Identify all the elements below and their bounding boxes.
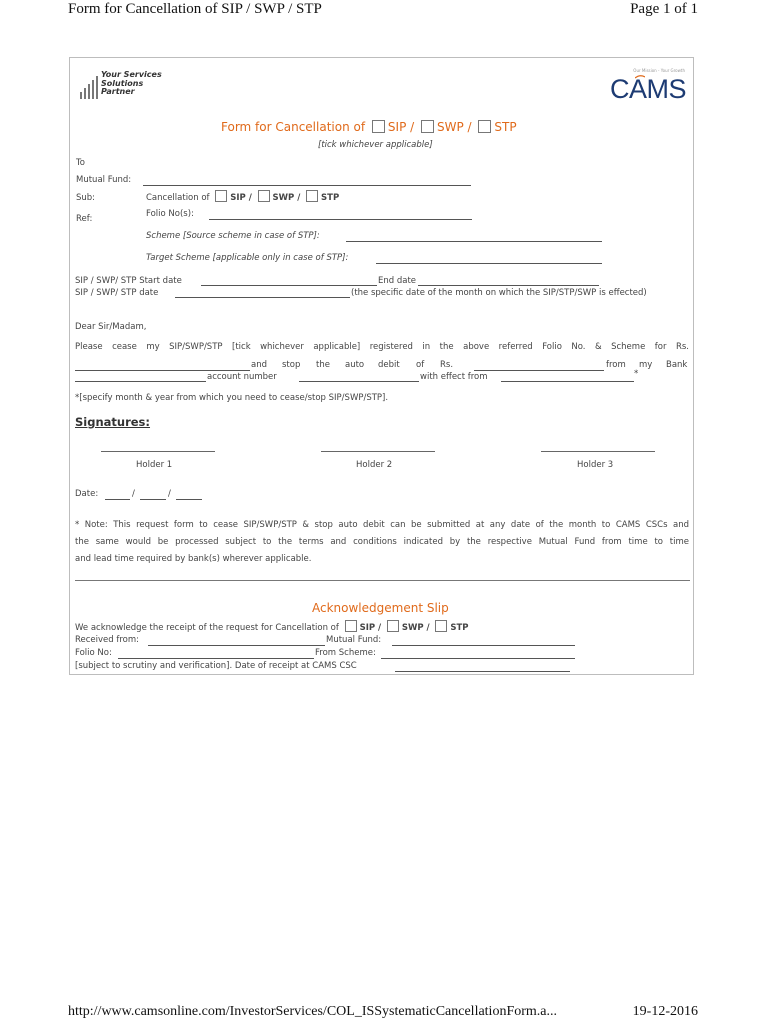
debit-amount-field[interactable] [474, 370, 604, 371]
scheme-label: Scheme [Source scheme in case of STP]: [146, 231, 320, 241]
ack-sip-checkbox[interactable] [345, 620, 357, 632]
logo-line-1: Your Services [101, 70, 162, 79]
logo-line-3: Partner [101, 87, 135, 96]
holder-3-signature-field[interactable] [541, 451, 655, 452]
start-date-field[interactable] [201, 285, 377, 286]
body-auto: auto [345, 360, 365, 370]
title-stp-label: STP [494, 120, 517, 134]
end-date-label: End date [378, 276, 417, 286]
ack-from-scheme-label: From Scheme: [315, 648, 376, 658]
note-line-1: * Note: This request form to cease SIP/SWP/STP & stop auto debit can be submitted at any date of the month to CAMS CSCs and [75, 520, 689, 530]
holder-1-label: Holder 1 [136, 460, 173, 470]
sub-stp-label: STP [321, 193, 340, 203]
folio-nos-field[interactable] [209, 219, 472, 220]
ack-subject-note: [subject to scrutiny and verification]. Date of receipt at CAMS CSC [75, 661, 357, 671]
ack-date-field[interactable] [395, 671, 570, 672]
salutation: Dear Sir/Madam, [75, 322, 147, 332]
logo-line-2: Solutions [101, 78, 144, 88]
ack-folio-field[interactable] [118, 658, 314, 659]
body-of: of [416, 360, 425, 370]
form-title-prefix: Form for Cancellation of [221, 120, 366, 134]
sip-date-field[interactable] [175, 297, 350, 298]
date-sep-2: / [168, 489, 171, 499]
ack-sip-label: SIP / [359, 623, 382, 633]
mutual-fund-label: Mutual Fund: [76, 175, 132, 185]
footer-url[interactable]: http://www.camsonline.com/InvestorServices/COL_ISSystematicCancellationForm.a... [68, 1004, 558, 1019]
ack-folio-label: Folio No: [75, 648, 112, 658]
note-line-3: and lead time required by bank(s) wherever applicable. [75, 554, 312, 564]
sub-sip-label: SIP / [230, 193, 252, 203]
date-sep-1: / [132, 489, 135, 499]
ack-from-scheme-field[interactable] [381, 658, 575, 659]
title-sip-checkbox[interactable] [372, 120, 385, 133]
title-swp-label: SWP / [436, 120, 472, 134]
folio-nos-label: Folio No(s): [146, 209, 194, 219]
page-footer [0, 1004, 768, 1024]
sip-date-note: (the specific date of the month on which the SIP/STP/SWP is effected) [351, 288, 647, 298]
ack-mutual-fund-field[interactable] [392, 645, 575, 646]
ack-received-from-field[interactable] [148, 645, 325, 646]
bars-logo-icon [80, 75, 98, 99]
sub-sip-checkbox[interactable] [215, 190, 227, 202]
holder-2-label: Holder 2 [356, 460, 393, 470]
mutual-fund-field[interactable] [143, 185, 471, 186]
cams-tagline: Our Mission - Your Growth [633, 68, 685, 73]
ref-label: Ref: [76, 214, 93, 224]
cams-logo: CAMS [609, 74, 686, 104]
cancellation-form [69, 57, 694, 675]
bank-name-field[interactable] [75, 381, 206, 382]
page-number: Page 1 of 1 [630, 1, 698, 17]
body-stop: stop [282, 360, 301, 370]
ack-received-from-label: Received from: [75, 635, 140, 645]
title-stp-checkbox[interactable] [478, 120, 491, 133]
ack-swp-label: SWP / [401, 623, 430, 633]
start-date-label: SIP / SWP/ STP Start date [75, 276, 182, 286]
to-label: To [76, 158, 85, 168]
footer-date: 19-12-2016 [632, 1004, 698, 1019]
ack-stp-checkbox[interactable] [435, 620, 447, 632]
target-scheme-label: Target Scheme [applicable only in case of STP]: [146, 253, 349, 263]
cancellation-of-label: Cancellation of [146, 193, 210, 203]
date-label: Date: [75, 489, 99, 499]
end-date-field[interactable] [418, 285, 599, 286]
body-my: my [639, 360, 653, 370]
ack-stp-label: STP [450, 623, 469, 633]
specify-note: *[specify month & year from which you need to cease/stop SIP/SWP/STP]. [75, 393, 389, 403]
date-month-field[interactable] [140, 499, 166, 500]
account-number-field[interactable] [299, 381, 419, 382]
scheme-field[interactable] [346, 241, 602, 242]
body-the: the [316, 360, 330, 370]
note-line-2: the same would be processed subject to the terms and conditions indicated by the respective Mutual Fund from time to time [75, 537, 689, 547]
sub-label: Sub: [76, 193, 96, 203]
effect-from-field[interactable] [501, 381, 634, 382]
page-header-title: Form for Cancellation of SIP / SWP / STP [68, 1, 322, 17]
holder-1-signature-field[interactable] [101, 451, 215, 452]
body-bank: Bank [666, 360, 688, 370]
date-year-field[interactable] [176, 499, 202, 500]
date-day-field[interactable] [105, 499, 130, 500]
page-header [0, 0, 768, 22]
ack-line-1 [75, 620, 469, 633]
effect-from-label: with effect from [420, 372, 488, 382]
account-number-label: account number [207, 372, 277, 382]
target-scheme-field[interactable] [376, 263, 602, 264]
body-and: and [251, 360, 267, 370]
holder-2-signature-field[interactable] [321, 451, 435, 452]
ack-swp-checkbox[interactable] [387, 620, 399, 632]
ack-title: Acknowledgement Slip [312, 601, 449, 615]
effect-from-asterisk: * [634, 369, 639, 379]
holder-3-label: Holder 3 [577, 460, 614, 470]
signatures-heading: Signatures: [75, 415, 151, 429]
title-sip-label: SIP / [387, 120, 415, 134]
body-from: from [606, 360, 626, 370]
sip-date-label: SIP / SWP/ STP date [75, 288, 159, 298]
sub-swp-checkbox[interactable] [258, 190, 270, 202]
title-swp-checkbox[interactable] [421, 120, 434, 133]
body-rs: Rs. [440, 360, 454, 370]
services-logo [80, 69, 170, 99]
cut-divider [75, 580, 690, 581]
ack-mutual-fund-label: Mutual Fund: [326, 635, 382, 645]
amount-field[interactable] [75, 370, 250, 371]
sub-swp-label: SWP / [272, 193, 301, 203]
form-subtitle: [tick whichever applicable] [318, 140, 433, 150]
sub-cancellation [146, 190, 339, 203]
ack-intro: We acknowledge the receipt of the request for Cancellation of [75, 623, 339, 633]
body-debit: debit [378, 360, 400, 370]
sub-stp-checkbox[interactable] [306, 190, 318, 202]
body-line-1: Please cease my SIP/SWP/STP [tick whichever applicable] registered in the above referred Folio No. & Scheme for Rs. [75, 342, 689, 352]
form-title [221, 120, 517, 134]
